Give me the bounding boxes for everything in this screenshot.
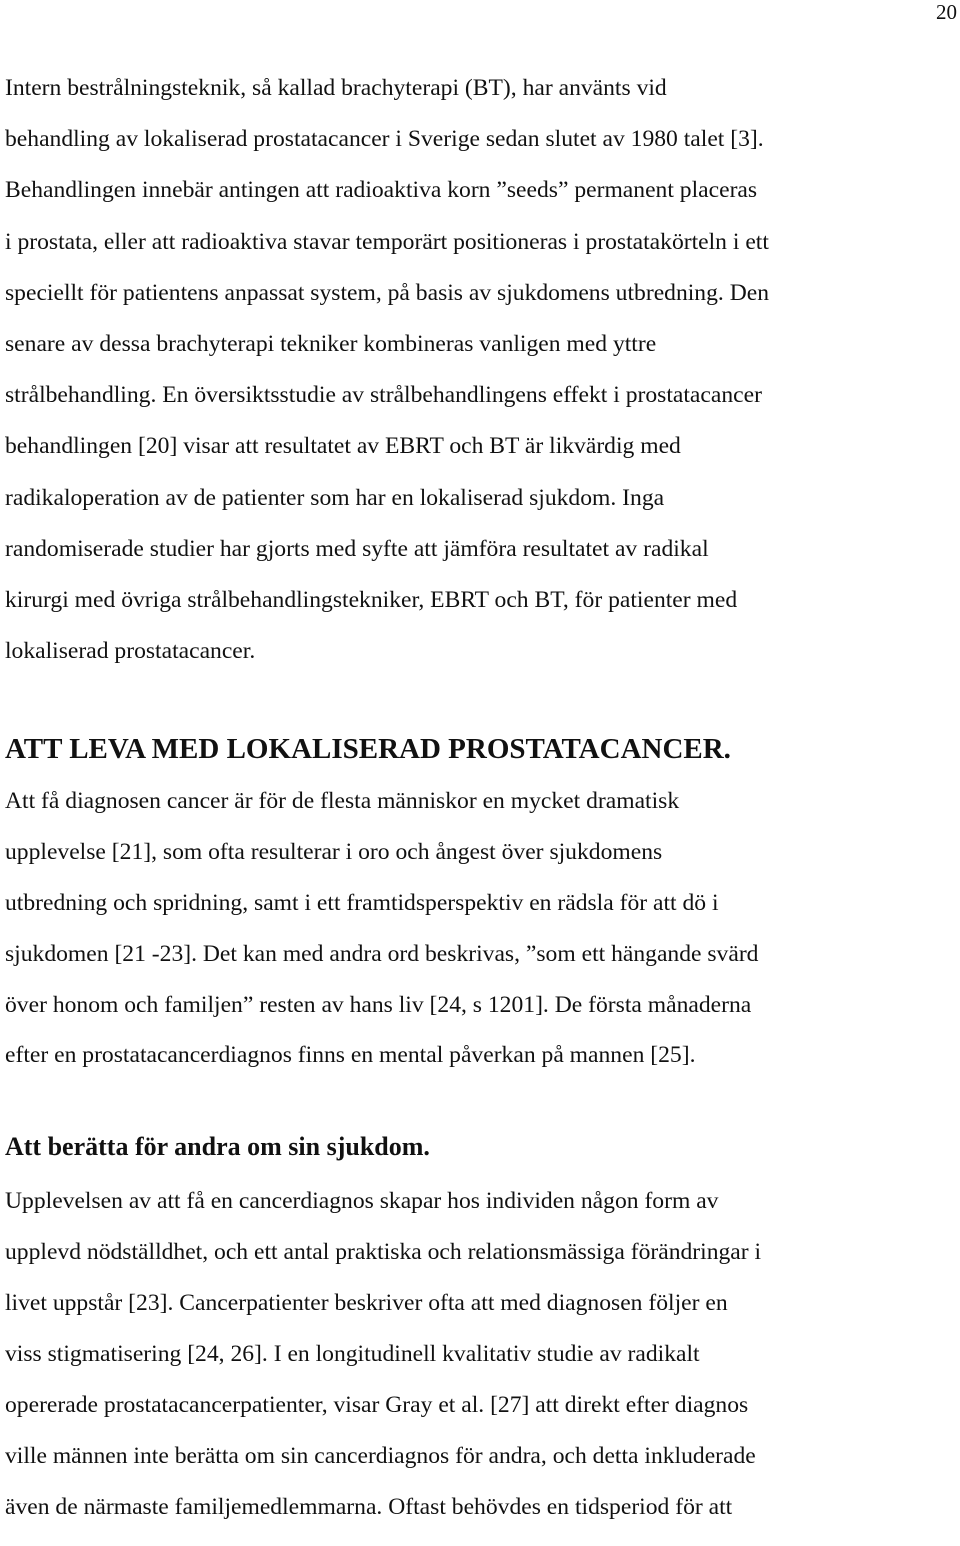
paragraph-line: radikaloperation av de patienter som har en lokaliserad sjukdom. Inga [5, 484, 665, 511]
paragraph-line: även de närmaste familjemedlemmarna. Oftast behövdes en tidsperiod för att [5, 1494, 733, 1521]
paragraph-line: Upplevelsen av att få en cancerdiagnos skapar hos individen någon form av [5, 1188, 719, 1215]
paragraph-line: livet uppstår [23]. Cancerpatienter beskriver ofta att med diagnosen följer en [5, 1290, 728, 1317]
paragraph-line: upplevd nödställdhet, och ett antal praktiska och relationsmässiga förändringar i [5, 1239, 762, 1266]
paragraph-line: strålbehandling. En översiktsstudie av strålbehandlingens effekt i prostatacancer [5, 382, 762, 409]
paragraph-line: Intern bestrålningsteknik, så kallad brachyterapi (BT), har använts vid [5, 75, 667, 101]
document-body [5, 63, 957, 1533]
paragraph-line: över honom och familjen” resten av hans liv [24, s 1201]. De första månaderna [5, 991, 752, 1018]
paragraph-line: speciellt för patientens anpassat system, på basis av sjukdomens utbredning. Den [5, 279, 770, 306]
paragraph-line: randomiserade studier har gjorts med syfte att jämföra resultatet av radikal [5, 535, 709, 562]
paragraph-line: efter en prostatacancerdiagnos finns en mental påverkan på mannen [25]. [5, 1042, 696, 1069]
paragraph-line: utbredning och spridning, samt i ett framtidsperspektiv en rädsla för att dö i [5, 890, 719, 917]
paragraph-living-with-cancer [5, 776, 957, 1081]
paragraph-brachytherapy [5, 63, 957, 677]
subsection-heading: Att berätta för andra om sin sjukdom. [5, 1132, 430, 1162]
paragraph-line: behandlingen [20] visar att resultatet av EBRT och BT är likvärdig med [5, 433, 681, 460]
paragraph-line: behandling av lokaliserad prostatacancer i Sverige sedan slutet av 1980 talet [3]. [5, 126, 764, 153]
page-number: 20 [936, 0, 957, 24]
paragraph-line: i prostata, eller att radioaktiva stavar temporärt positioneras i prostatakörteln i ett [5, 228, 769, 255]
paragraph-line: senare av dessa brachyterapi tekniker kombineras vanligen med yttre [5, 331, 657, 358]
paragraph-line: Behandlingen innebär antingen att radioaktiva korn ”seeds” permanent placeras [5, 177, 758, 204]
paragraph-line: Att få diagnosen cancer är för de flesta människor en mycket dramatisk [5, 788, 680, 815]
paragraph-line: upplevelse [21], som ofta resulterar i oro och ångest över sjukdomens [5, 839, 663, 866]
paragraph-line: sjukdomen [21 -23]. Det kan med andra ord beskrivas, ”som ett hängande svärd [5, 940, 759, 967]
paragraph-line: kirurgi med övriga strålbehandlingstekniker, EBRT och BT, för patienter med [5, 587, 738, 614]
paragraph-line: ville männen inte berätta om sin cancerdiagnos för andra, och detta inkluderade [5, 1443, 756, 1470]
section-heading: ATT LEVA MED LOKALISERAD PROSTATACANCER. [5, 733, 731, 766]
paragraph-line: opererade prostatacancerpatienter, visar Gray et al. [27] att direkt efter diagnos [5, 1392, 749, 1419]
paragraph-line: lokaliserad prostatacancer. [5, 638, 256, 665]
paragraph-telling-others [5, 1176, 957, 1533]
paragraph-line: viss stigmatisering [24, 26]. I en longitudinell kvalitativ studie av radikalt [5, 1341, 700, 1368]
